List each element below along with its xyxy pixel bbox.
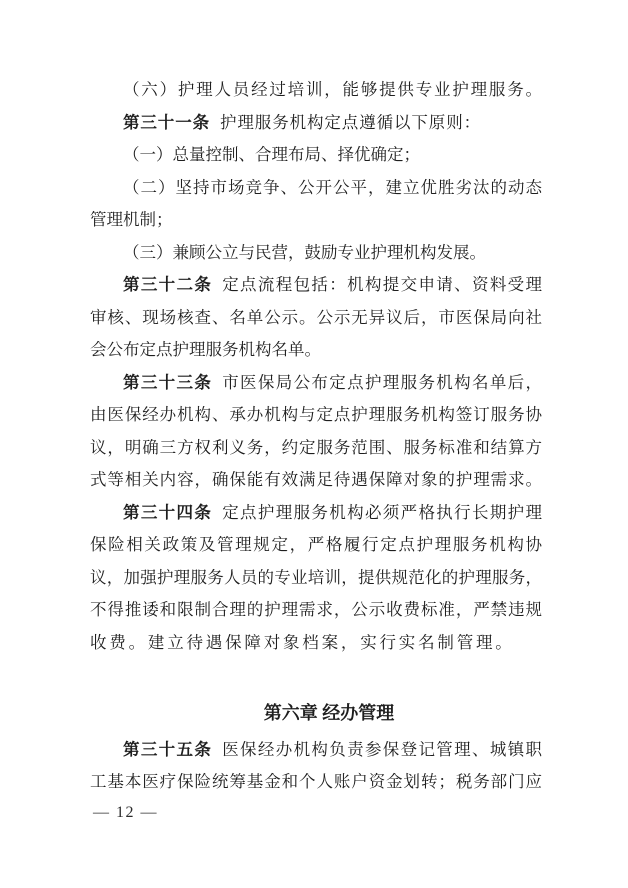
article-number: 第三十四条 [123,502,213,522]
text-line: 第三十二条 定点流程包括：机构提交申请、资料受理 [123,275,543,294]
text-line: 工基本医疗保险统筹基金和个人账户资金划转；税务部门应 [90,772,542,791]
text-line: 式等相关内容，确保能有效满足待遇保障对象的护理需求。 [90,470,542,489]
text-line: 会公布定点护理服务机构名单。 [90,340,321,359]
chapter-heading: 第六章 经办管理 [263,703,395,723]
article-number: 第三十二条 [123,275,213,294]
article-number: 第三十三条 [123,372,213,392]
text-line: 第三十三条 市医保局公布定点护理服务机构名单后， [123,372,543,392]
text-line: 第三十一条 护理服务机构定点遵循以下原则： [123,112,481,132]
text-line: （三）兼顾公立与民营，鼓励专业护理机构发展。 [123,242,486,262]
text-line: 保险相关政策及管理规定，严格履行定点护理服务机构协 [90,535,542,554]
text-line: 第三十四条 定点护理服务机构必须严格执行长期护理 [123,502,543,522]
text-line: 由医保经办机构、承办机构与定点护理服务机构签订服务协 [90,405,542,424]
article-number: 第三十一条 [123,112,210,132]
page-number: — 12 — [93,804,158,821]
text-line: （二）坚持市场竞争、公开公平，建立优胜劣汰的动态 [123,177,542,197]
document-body [90,74,542,799]
text-line: 管理机制； [90,210,173,229]
text-line: （六）护理人员经过培训，能够提供专业护理服务。 [123,80,542,99]
text-line: （一）总量控制、合理布局、择优确定； [123,145,420,164]
text-line: 第三十五条 医保经办机构负责参保登记管理、城镇职 [123,739,543,759]
text-line: 议，明确三方权利义务，约定服务范围、服务标准和结算方 [90,437,542,457]
article-number: 第三十五条 [123,739,213,759]
text-line: 不得推诿和限制合理的护理需求，公示收费标准，严禁违规 [90,600,542,619]
text-line: 议，加强护理服务人员的专业培训，提供规范化的护理服务， [90,567,542,587]
text-line: 审核、现场核查、名单公示。公示无异议后，市医保局向社 [90,307,542,327]
text-line: 收费。建立待遇保障对象档案，实行实名制管理。 [90,632,515,652]
